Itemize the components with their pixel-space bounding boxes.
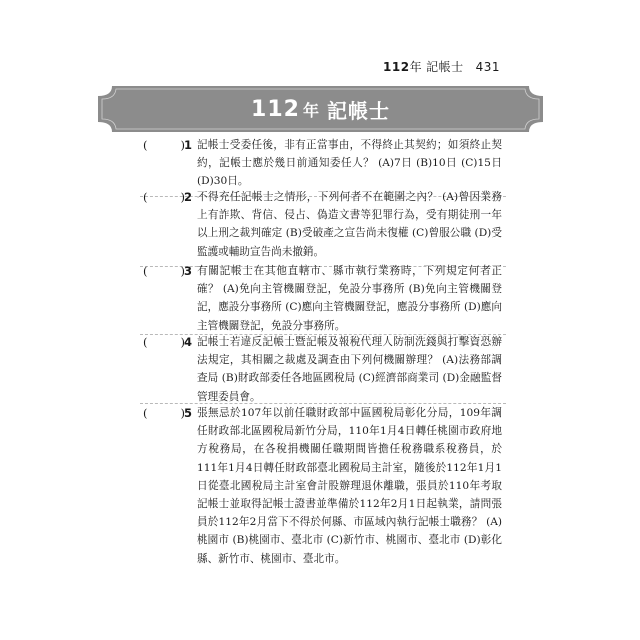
banner-title [98, 86, 543, 132]
answer-blank: ( ) [143, 264, 185, 278]
banner-year-suffix: 年 [302, 100, 319, 120]
question-number: 3 [184, 264, 193, 278]
header-title: 記帳士 [426, 60, 464, 74]
question-number: 1 [184, 138, 193, 152]
answer-blank: ( ) [143, 406, 185, 420]
banner-year: 112 [251, 96, 300, 122]
page-number: 431 [475, 60, 500, 74]
section-banner [98, 86, 543, 132]
answer-blank: ( ) [143, 335, 185, 349]
running-header [383, 58, 500, 75]
question-text: 記帳士若違反記帳士暨記帳及報稅代理人防制洗錢與打擊資恐辦法規定，其相關之裁處及調查由下列何機關辦理？ (A)法務部調查局 (B)財政部委任各地區國稅局 (C)經濟部商業司 (D)金融監督管理委員會。 [197, 336, 502, 403]
answer-blank: ( ) [143, 138, 185, 152]
question-number: 4 [184, 335, 193, 349]
question-text: 有關記帳士在其他直轄市、縣市執行業務時，下列規定何者正確？ (A)免向主管機關登記，免設分事務所 (B)免向主管機關登記，應設分事務所 (C)應向主管機關登記，應設分事務所 (D)應向主管機關登記，免設分事務所。 [197, 265, 502, 332]
answer-blank: ( ) [143, 190, 185, 204]
header-year: 112年 [383, 60, 423, 74]
question-number: 2 [184, 190, 193, 204]
question-text: 不得充任記帳士之情形，下列何者不在範圍之內？ (A)曾因業務上有詐欺、背信、侵占、偽造文書等犯罪行為，受有期徒刑一年以上刑之裁判確定 (B)受破產之宣告尚未復權 (C)曾服公職 (D)受監護或輔助宣告尚未撤銷。 [197, 191, 502, 258]
question-text: 張無忌於107年以前任職財政部中區國稅局彰化分局，109年調任財政部北區國稅局新竹分局，110年1月4日轉任桃園市政府地方稅務局，在各稅捐機關任職期間皆擔任稅務職系稅務員，於111年1月4日轉任財政部臺北國稅局主計室，隨後於112年1月1日從臺北國稅局主計室會計股辦理退休離職，張員於110年考取記帳士並取得記帳士證書並準備於112年2月1日起執業，請問張員於112年2月當下不得於何縣、市區域內執行記帳士職務？ (A)桃園市 (B)桃園市、臺北市 (C)新竹市、桃園市、臺北市 (D)彰化縣、新竹市、桃園市、臺北市。 [197, 407, 502, 565]
banner-exam-title: 記帳士 [326, 98, 390, 123]
question-number: 5 [184, 406, 193, 420]
question-text: 記帳士受委任後，非有正當事由，不得終止其契約；如須終止契約，記帳士應於幾日前通知委任人？ (A)7日 (B)10日 (C)15日 (D)30日。 [197, 139, 502, 188]
